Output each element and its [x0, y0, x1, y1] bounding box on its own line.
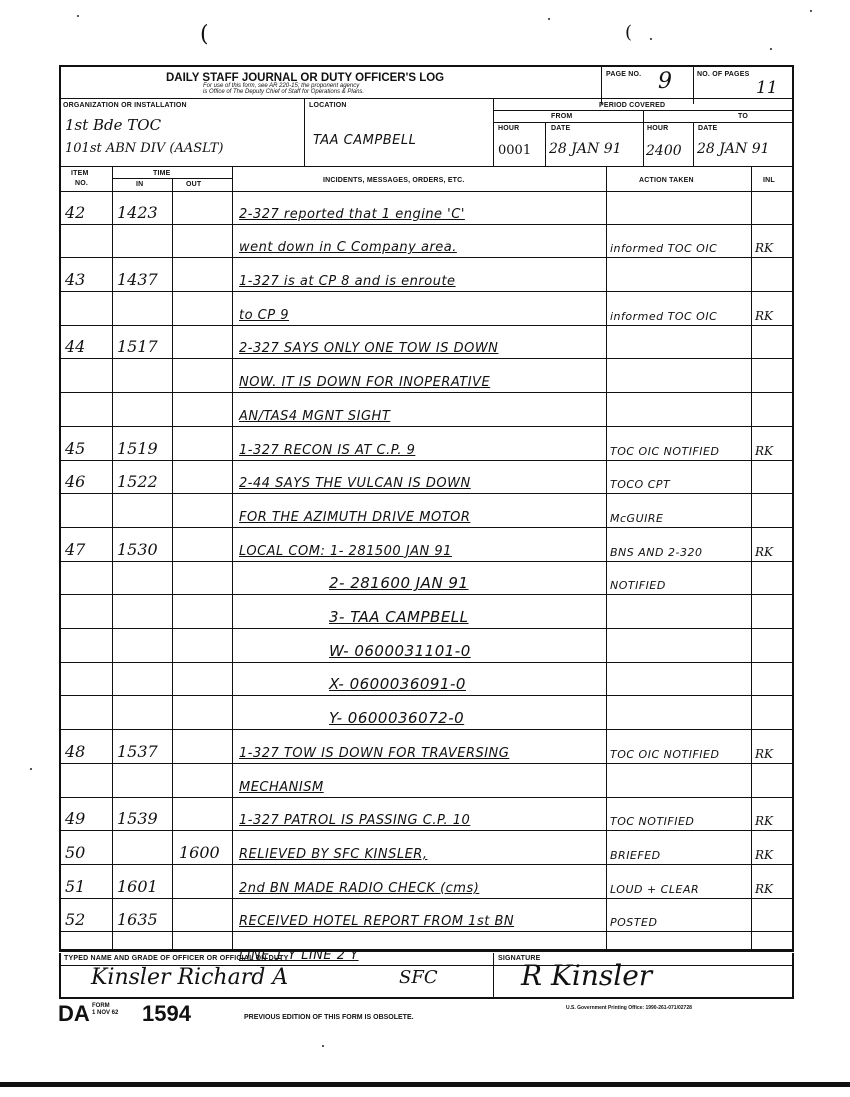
table-row: [61, 326, 792, 360]
to-label: TO: [738, 113, 748, 120]
signature-block: [59, 953, 794, 999]
action-taken-cell: LOUD + CLEAR: [610, 882, 700, 896]
action-taken-cell: TOC OIC NOTIFIED: [610, 444, 720, 458]
time-in-cell: 1601: [117, 876, 158, 896]
table-row: [61, 292, 792, 326]
table-row: [61, 427, 792, 461]
incident-text-cell: RECEIVED HOTEL REPORT FROM 1st BN: [239, 914, 515, 930]
no-of-pages-value: 11: [756, 78, 778, 98]
from-date-value: 28 JAN 91: [549, 141, 622, 157]
initials-cell: RK: [755, 241, 773, 256]
incident-text-cell: 1-327 RECON IS AT C.P. 9: [239, 442, 416, 458]
incident-text-cell: NOW. IT IS DOWN FOR INOPERATIVE: [239, 375, 491, 391]
location-value: TAA CAMPBELL: [313, 133, 417, 148]
incident-text-cell: went down in C Company area.: [239, 240, 457, 256]
speck-mark: [770, 48, 772, 50]
action-taken-cell: TOC OIC NOTIFIED: [610, 747, 720, 761]
in-label: IN: [136, 181, 144, 188]
incident-text-cell: RELIEVED BY SFC KINSLER,: [239, 846, 428, 862]
incident-text-cell: MECHANISM: [239, 779, 324, 795]
incident-text-cell: 1-327 is at CP 8 and is enroute: [239, 274, 456, 290]
table-row: [61, 360, 792, 394]
incident-text-cell: 2-44 SAYS THE VULCAN IS DOWN: [239, 476, 471, 492]
to-date-value: 28 JAN 91: [697, 141, 770, 157]
time-in-cell: 1635: [117, 910, 158, 930]
speck-mark: [322, 1045, 324, 1047]
incident-text-cell: LOCAL COM: 1- 281500 JAN 91: [239, 543, 452, 559]
time-in-cell: 1437: [117, 270, 158, 290]
incident-text-cell: LINE 1 Y LINE 2 Y: [239, 948, 359, 964]
time-out-cell: 1600: [179, 842, 220, 862]
action-taken-cell: informed TOC OIC: [610, 242, 718, 256]
page-no-label: PAGE NO.: [606, 71, 642, 78]
speck-mark: [548, 18, 550, 20]
to-hour-value: 2400: [646, 143, 682, 159]
initials-cell: RK: [755, 544, 773, 559]
to-date-label: DATE: [698, 125, 718, 132]
time-in-cell: 1539: [117, 809, 158, 829]
table-row: [61, 528, 792, 562]
page-no-value: 9: [658, 69, 672, 94]
pencil-mark-icon: (: [625, 22, 633, 43]
speck-mark: [650, 38, 652, 40]
table-row: [61, 629, 792, 663]
incident-text-cell: W- 0600031101-0: [329, 641, 471, 660]
action-taken-cell: NOTIFIED: [610, 579, 666, 593]
form-word: FORM: [92, 1003, 110, 1009]
table-row: [61, 595, 792, 629]
typed-name-value: Kinsler Richard A: [91, 965, 289, 990]
table-row: [61, 764, 792, 798]
from-label: FROM: [551, 113, 573, 120]
org-line-2: 101st ABN DIV (AASLT): [65, 141, 224, 156]
no-of-pages-label: NO. OF PAGES: [697, 71, 750, 78]
from-hour-label: HOUR: [498, 125, 520, 132]
initials-cell: RK: [755, 746, 773, 761]
incident-text-cell: X- 0600036091-0: [329, 675, 466, 694]
time-in-cell: 1530: [117, 539, 158, 559]
table-row: [61, 663, 792, 697]
table-row: [61, 697, 792, 731]
speck-mark: [77, 15, 79, 17]
item-label-1: ITEM: [71, 170, 89, 177]
initials-cell: RK: [755, 881, 773, 896]
org-line-1: 1st Bde TOC: [65, 116, 162, 134]
org-label: ORGANIZATION OR INSTALLATION: [63, 102, 187, 109]
time-in-cell: 1537: [117, 741, 158, 761]
item-number-cell: 46: [65, 472, 86, 492]
period-label: PERIOD COVERED: [599, 102, 666, 109]
from-date-label: DATE: [551, 125, 571, 132]
table-row: [61, 831, 792, 865]
incident-text-cell: 2nd BN MADE RADIO CHECK (cms): [239, 880, 480, 896]
incident-text-cell: to CP 9: [239, 307, 290, 323]
form-number: 1594: [142, 1001, 191, 1026]
item-number-cell: 45: [65, 438, 86, 458]
action-taken-cell: POSTED: [610, 916, 658, 930]
table-row: [61, 865, 792, 899]
incident-text-cell: 2- 281600 JAN 91: [329, 574, 469, 593]
action-taken-cell: informed TOC OIC: [610, 309, 718, 323]
typed-name-label: TYPED NAME AND GRADE OF OFFICER OR OFFICIAL ON DUTY: [64, 955, 289, 962]
time-in-cell: 1522: [117, 472, 158, 492]
incident-text-cell: AN/TAS4 MGNT SIGHT: [239, 408, 391, 424]
initials-cell: RK: [755, 308, 773, 323]
action-taken-cell: TOCO CPT: [610, 478, 671, 492]
time-label: TIME: [153, 170, 171, 177]
table-row: [61, 258, 792, 292]
time-in-cell: 1517: [117, 337, 158, 357]
pencil-mark-icon: (: [200, 22, 209, 47]
initials-cell: RK: [755, 443, 773, 458]
incident-text-cell: Y- 0600036072-0: [329, 709, 465, 728]
table-row: [61, 191, 792, 225]
out-label: OUT: [186, 181, 202, 188]
incident-text-cell: FOR THE AZIMUTH DRIVE MOTOR: [239, 509, 471, 525]
incident-text-cell: 1-327 TOW IS DOWN FOR TRAVERSING: [239, 745, 510, 761]
table-row: [61, 730, 792, 764]
action-taken-cell: TOC NOTIFIED: [610, 815, 695, 829]
table-row: [61, 225, 792, 259]
incident-text-cell: 3- TAA CAMPBELL: [329, 608, 469, 627]
action-taken-cell: BNS AND 2-320: [610, 545, 703, 559]
item-number-cell: 50: [65, 842, 86, 862]
form-date: 1 NOV 62: [92, 1010, 119, 1016]
previous-edition-note: PREVIOUS EDITION OF THIS FORM IS OBSOLETE.: [244, 1014, 414, 1021]
action-taken-cell: BRIEFED: [610, 848, 661, 862]
form-subtitle-1: For use of this form, see AR 220-15; the proponent agency: [203, 83, 360, 89]
item-number-cell: 52: [65, 910, 86, 930]
item-number-cell: 44: [65, 337, 86, 357]
gpo-note: U.S. Government Printing Office: 1990-261-071/02728: [566, 1005, 692, 1011]
to-hour-label: HOUR: [647, 125, 669, 132]
item-number-cell: 49: [65, 809, 86, 829]
item-label-2: NO.: [75, 180, 89, 187]
form-subtitle-2: is Office of The Deputy Chief of Staff for Operations & Plans.: [203, 89, 365, 95]
table-row: [61, 562, 792, 596]
time-in-cell: 1519: [117, 438, 158, 458]
init-label: INL: [763, 177, 775, 184]
from-hour-value: 0001: [498, 143, 532, 158]
table-row: [61, 393, 792, 427]
initials-cell: RK: [755, 814, 773, 829]
table-row: [61, 899, 792, 933]
initials-cell: RK: [755, 847, 773, 862]
bottom-scan-border: [0, 1082, 850, 1087]
item-number-cell: 51: [65, 876, 86, 896]
speck-mark: [30, 768, 32, 770]
time-in-cell: 1423: [117, 202, 158, 222]
incident-text-cell: 2-327 SAYS ONLY ONE TOW IS DOWN: [239, 341, 499, 357]
item-number-cell: 43: [65, 270, 86, 290]
speck-mark: [810, 10, 812, 12]
da-label: DA: [58, 1001, 90, 1026]
incidents-label: INCIDENTS, MESSAGES, ORDERS, ETC.: [323, 177, 465, 184]
action-label: ACTION TAKEN: [639, 177, 694, 184]
table-row: [61, 494, 792, 528]
signature-label: SIGNATURE: [498, 955, 541, 962]
location-label: LOCATION: [309, 102, 347, 109]
table-row: [61, 798, 792, 832]
item-number-cell: 42: [65, 202, 86, 222]
form-title: DAILY STAFF JOURNAL OR DUTY OFFICER'S LOG: [166, 72, 445, 84]
incident-text-cell: 1-327 PATROL IS PASSING C.P. 10: [239, 813, 471, 829]
action-taken-cell: McGUIRE: [610, 511, 664, 525]
item-number-cell: 47: [65, 539, 86, 559]
signature-value: R Kinsler: [521, 959, 653, 992]
grade-value: SFC: [399, 967, 438, 988]
incident-text-cell: 2-327 reported that 1 engine 'C': [239, 206, 465, 222]
item-number-cell: 48: [65, 741, 86, 761]
table-row: [61, 461, 792, 495]
